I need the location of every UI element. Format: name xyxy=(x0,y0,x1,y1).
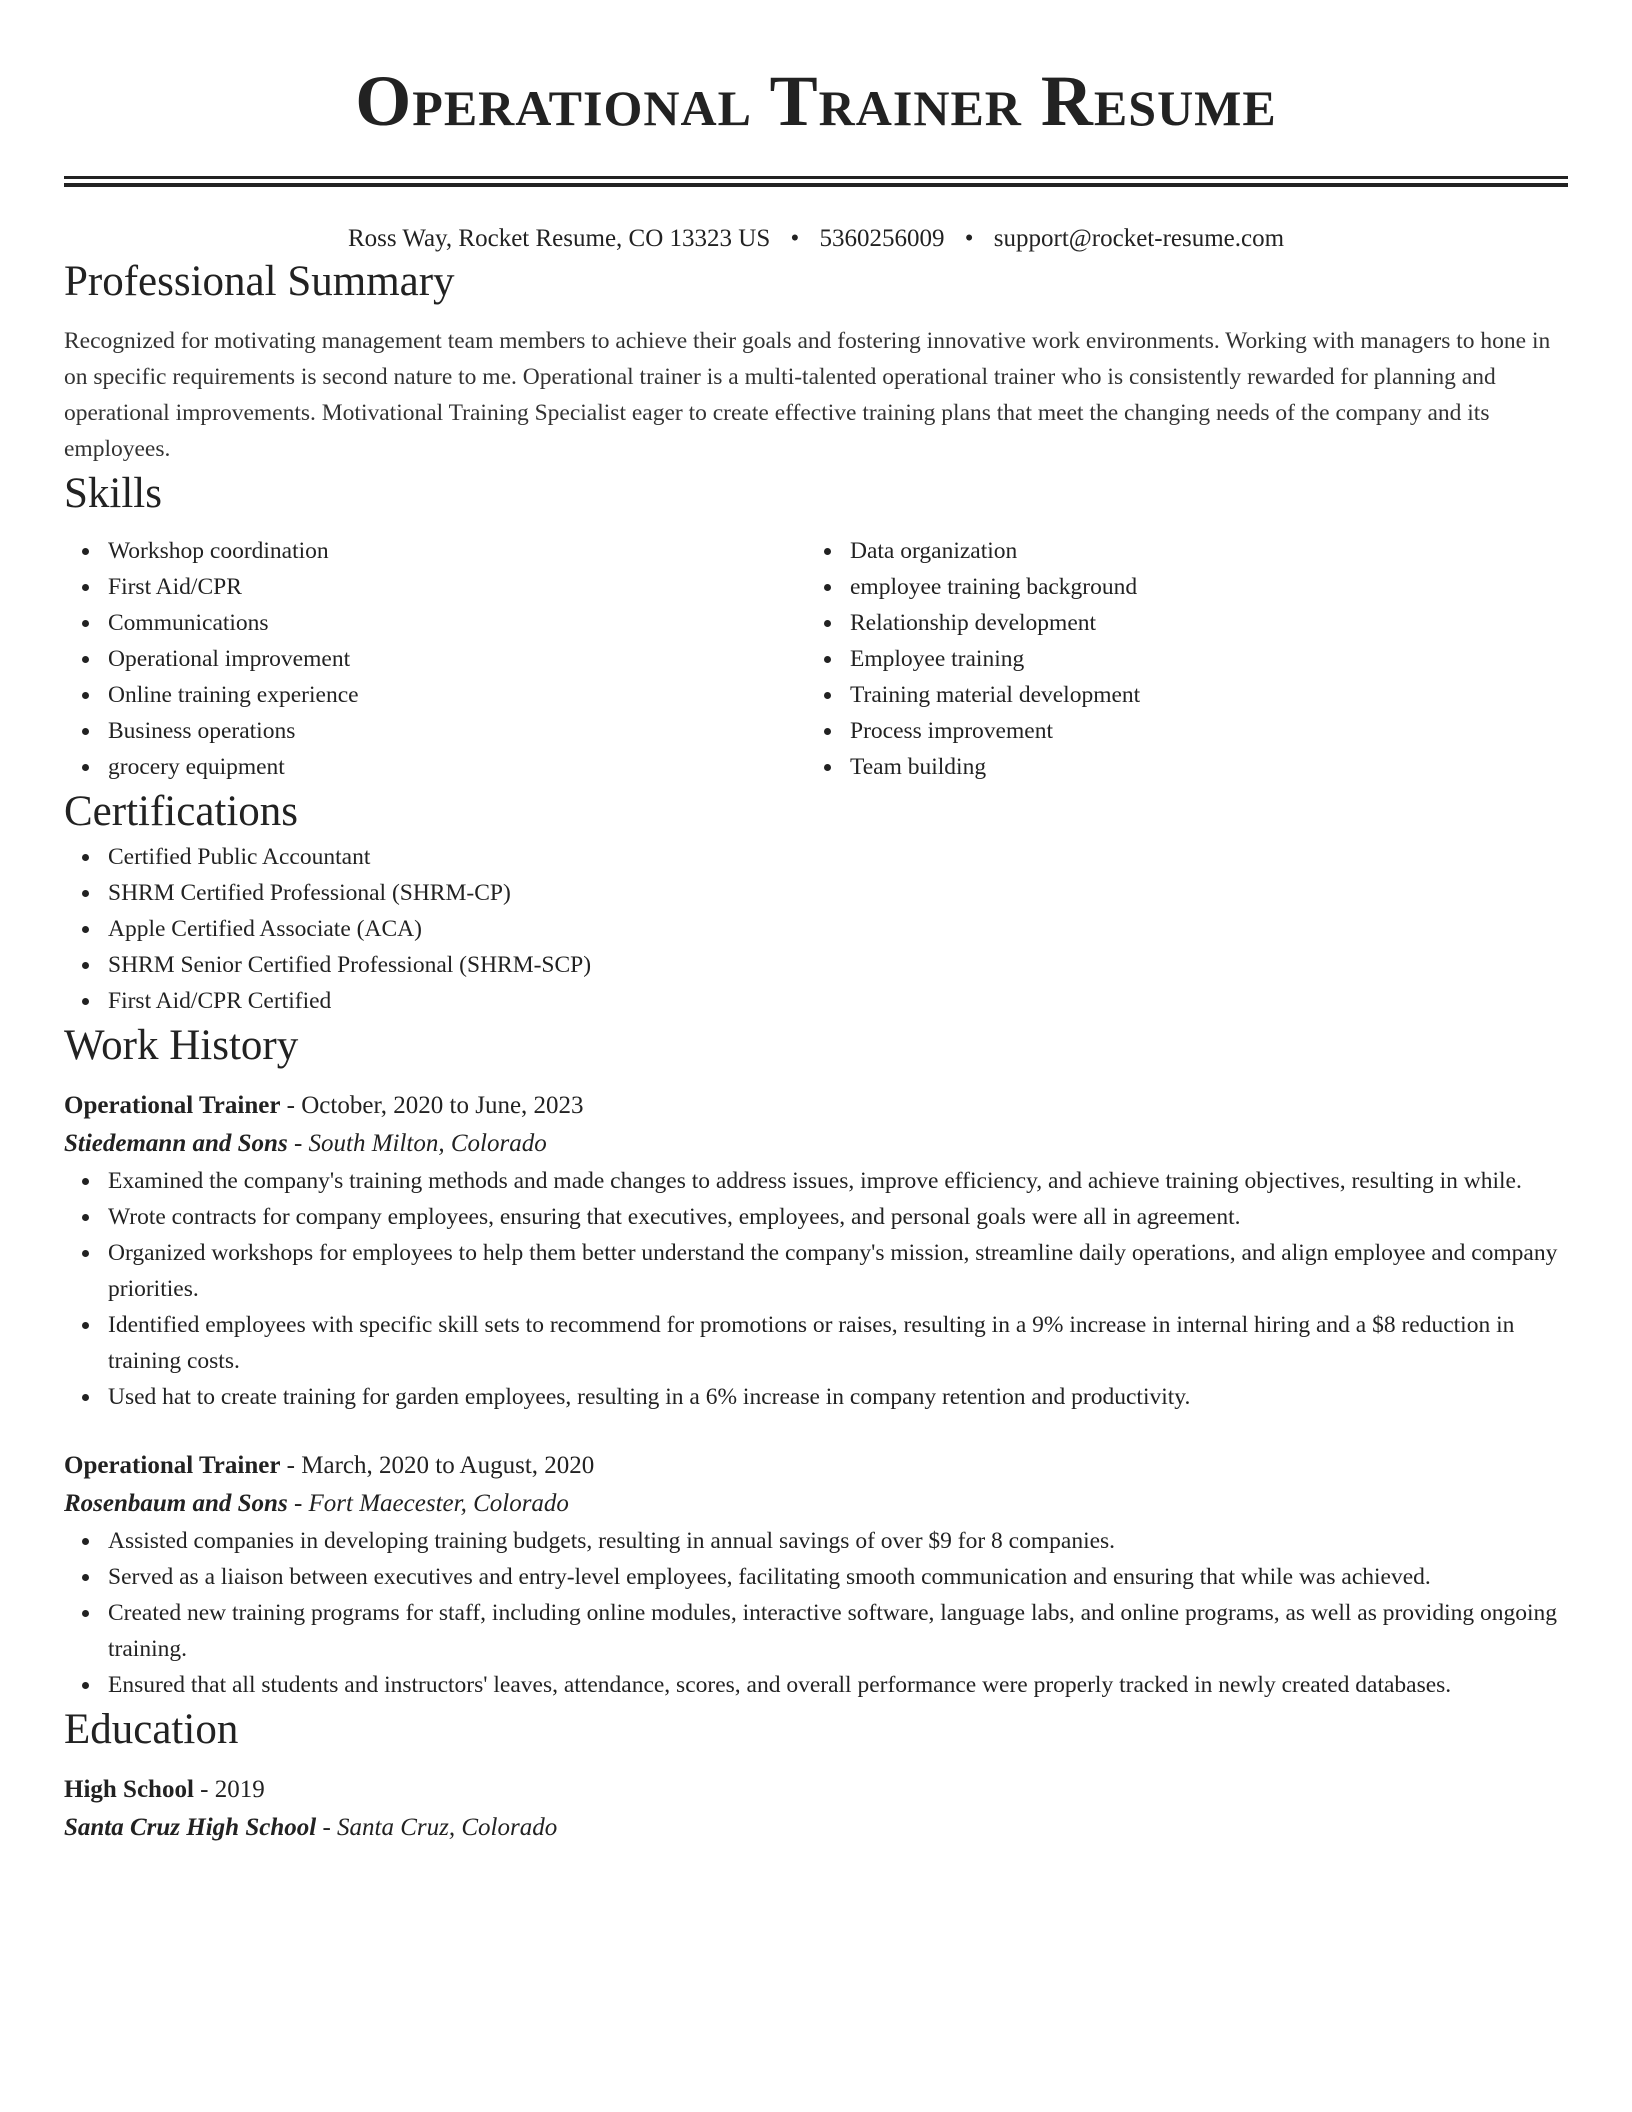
skill-item: employee training background xyxy=(850,569,1548,605)
skill-item: Business operations xyxy=(108,713,806,749)
job-duty: Ensured that all students and instructors' leaves, attendance, scores, and overall performance were properly tracked in newly created databases. xyxy=(108,1667,1568,1703)
job-company: Rosenbaum and Sons xyxy=(64,1490,288,1517)
certifications-heading: Certifications xyxy=(64,788,299,835)
skills-list-right xyxy=(806,533,1548,785)
certifications-list xyxy=(64,839,1568,1019)
job-dates: - March, 2020 to August, 2020 xyxy=(280,1452,595,1479)
skill-item: Online training experience xyxy=(108,677,806,713)
job-duty: Created new training programs for staff, including online modules, interactive software, language labs, and online programs, as well as providing ongoing training. xyxy=(108,1595,1568,1667)
job-duty: Served as a liaison between executives and entry-level employees, facilitating smooth communication and ensuring that while was achieved. xyxy=(108,1559,1568,1595)
education-degree: High School xyxy=(64,1776,194,1803)
skill-item: grocery equipment xyxy=(108,749,806,785)
job-title: Operational Trainer xyxy=(64,1452,281,1479)
job-employer xyxy=(64,1125,1568,1163)
education-year: - 2019 xyxy=(193,1776,265,1803)
job-duty: Identified employees with specific skill sets to recommend for promotions or raises, resulting in a 9% increase in internal hiring and a $8 reduction in training costs. xyxy=(108,1307,1568,1379)
skills-grid xyxy=(64,533,1568,785)
job-header xyxy=(64,1087,1568,1125)
skill-item: Employee training xyxy=(850,641,1548,677)
title-divider xyxy=(64,176,1568,187)
job-duty: Used hat to create training for garden employees, resulting in a 6% increase in company retention and productivity. xyxy=(108,1379,1568,1415)
skill-item: Workshop coordination xyxy=(108,533,806,569)
skill-item: Data organization xyxy=(850,533,1548,569)
skills-heading: Skills xyxy=(64,470,162,517)
skill-item: Relationship development xyxy=(850,605,1548,641)
skill-item: First Aid/CPR xyxy=(108,569,806,605)
job-duty: Organized workshops for employees to help them better understand the company's mission, streamline daily operations, and align employee and company priorities. xyxy=(108,1235,1568,1307)
job-company: Stiedemann and Sons xyxy=(64,1130,288,1157)
certification-item: SHRM Senior Certified Professional (SHRM-SCP) xyxy=(108,947,1568,983)
job-title: Operational Trainer xyxy=(64,1092,281,1119)
certification-item: First Aid/CPR Certified xyxy=(108,983,1568,1019)
contact-phone: 5360256009 xyxy=(819,225,945,252)
contact-address: Ross Way, Rocket Resume, CO 13323 US xyxy=(347,225,771,252)
job-duties-list xyxy=(64,1523,1568,1703)
education-location: - Santa Cruz, Colorado xyxy=(316,1814,558,1841)
contact-separator: • xyxy=(964,225,974,252)
job-duties-list xyxy=(64,1163,1568,1415)
skill-item: Communications xyxy=(108,605,806,641)
skill-item: Team building xyxy=(850,749,1548,785)
contact-email: support@rocket-resume.com xyxy=(993,225,1285,252)
skill-item: Operational improvement xyxy=(108,641,806,677)
certification-item: SHRM Certified Professional (SHRM-CP) xyxy=(108,875,1568,911)
contact-separator: • xyxy=(790,225,800,252)
job-duty: Wrote contracts for company employees, ensuring that executives, employees, and personal goals were all in agreement. xyxy=(108,1199,1568,1235)
certification-item: Certified Public Accountant xyxy=(108,839,1568,875)
job-duty: Assisted companies in developing training budgets, resulting in annual savings of over $9 for 8 companies. xyxy=(108,1523,1568,1559)
job-location: - Fort Maecester, Colorado xyxy=(287,1490,569,1517)
skill-item: Training material development xyxy=(850,677,1548,713)
job-header xyxy=(64,1447,1568,1485)
resume-title: Operational Trainer Resume xyxy=(355,61,1277,141)
certification-item: Apple Certified Associate (ACA) xyxy=(108,911,1568,947)
contact-line xyxy=(64,223,1568,255)
work-history-heading: Work History xyxy=(64,1022,299,1069)
job-dates: - October, 2020 to June, 2023 xyxy=(280,1092,584,1119)
education-school-line xyxy=(64,1809,1568,1847)
skills-column-right xyxy=(806,533,1548,785)
education-school: Santa Cruz High School xyxy=(64,1814,317,1841)
education-heading: Education xyxy=(64,1706,239,1753)
job-duty: Examined the company's training methods and made changes to address issues, improve efficiency, and achieve training objectives, resulting in while. xyxy=(108,1163,1568,1199)
skills-list-left xyxy=(64,533,806,785)
summary-text: Recognized for motivating management team members to achieve their goals and fostering innovative work environments. Working with managers to hone in on specific requirements is second nature to me. Operational trainer is a multi-talented operational trainer who is consistently rewarded for planning and operational improvements. Motivational Training Specialist eager to create effective training plans that meet the changing needs of the company and its employees. xyxy=(64,328,1551,462)
job-location: - South Milton, Colorado xyxy=(287,1130,547,1157)
skill-item: Process improvement xyxy=(850,713,1548,749)
education-header xyxy=(64,1771,1568,1809)
summary-heading: Professional Summary xyxy=(64,258,455,305)
job-employer xyxy=(64,1485,1568,1523)
skills-column-left xyxy=(64,533,806,785)
